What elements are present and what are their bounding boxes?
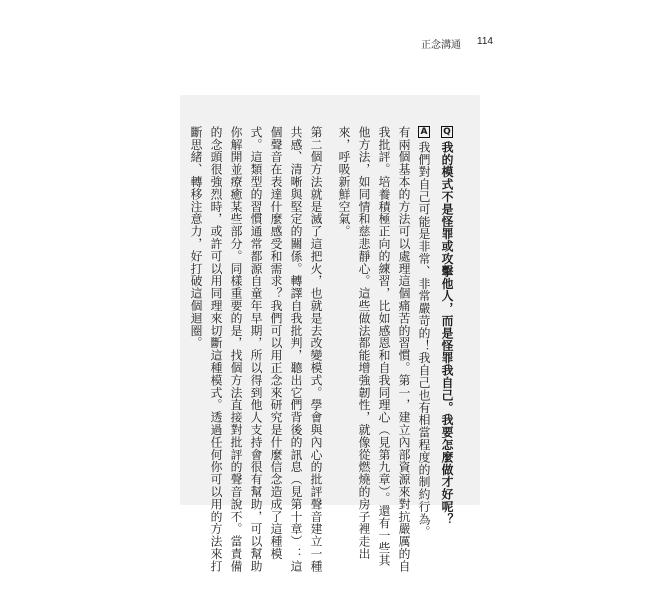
answer-line-2-1: 第二個方法就是滅了這把火，也就是去改變模式。學會與內心的批評聲音建立一種 [309, 126, 323, 573]
answer-line-1-3: 我批評。培養積極正向的練習，比如感恩和自我同理心（見第九章）。還有一些其 [377, 126, 391, 567]
question-label-icon: Q [442, 127, 452, 138]
answer-line-1-2: 有兩個基本的方法可以處理這個痛苦的習慣。第一，建立內部資源來對抗嚴厲的自 [397, 126, 411, 573]
running-header [421, 36, 493, 51]
answer-text: 我們對自己可能是非常、非常嚴苛的！我自己也有相當程度的制約行為。 [417, 141, 431, 538]
question-text: 我的模式不是怪罪或攻擊他人，而是怪罪我自己。我要怎麼做才好呢？ [440, 141, 454, 526]
qa-text-block [186, 126, 457, 573]
answer-label-icon: A [419, 127, 429, 138]
answer-line-2-3: 個聲音在表達什麼感受和需求？我們可以用正念來研究是什麼信念造成了這種模 [269, 126, 283, 560]
page-number: 114 [477, 36, 493, 47]
answer-line-2-4: 式。這類型的習慣通常都源自童年早期，所以得到他人支持會很有幫助，可以幫助 [249, 126, 263, 573]
answer-line-1-4: 他方法，如同情和慈悲靜心。這些做法都能增強韌性，就像從燃燒的房子裡走出 [357, 126, 371, 560]
answer-line-2-5: 你解開並療癒某些部分。同樣重要的是，找個方法直接對批評的聲音說不。當責備 [229, 126, 243, 573]
answer-line-1-1 [414, 126, 434, 556]
answer-line-1-5: 來，呼吸新鮮空氣。 [337, 126, 351, 238]
book-title: 正念溝通 [421, 40, 462, 51]
answer-line-2-2: 共感、清晰與堅定的關係。轉譯自我批判，聽出它們背後的訊息（見第十章）：這 [289, 126, 303, 573]
answer-line-2-6: 的念頭很強烈時，或許可以用同理來切斷這種模式。透過任何你可以用的方法來打 [209, 126, 223, 573]
paragraph-spacer [326, 126, 334, 556]
answer-line-2-7: 斷思緒、轉移注意力，好打破這個迴圈。 [189, 126, 203, 350]
question-line [437, 126, 457, 556]
